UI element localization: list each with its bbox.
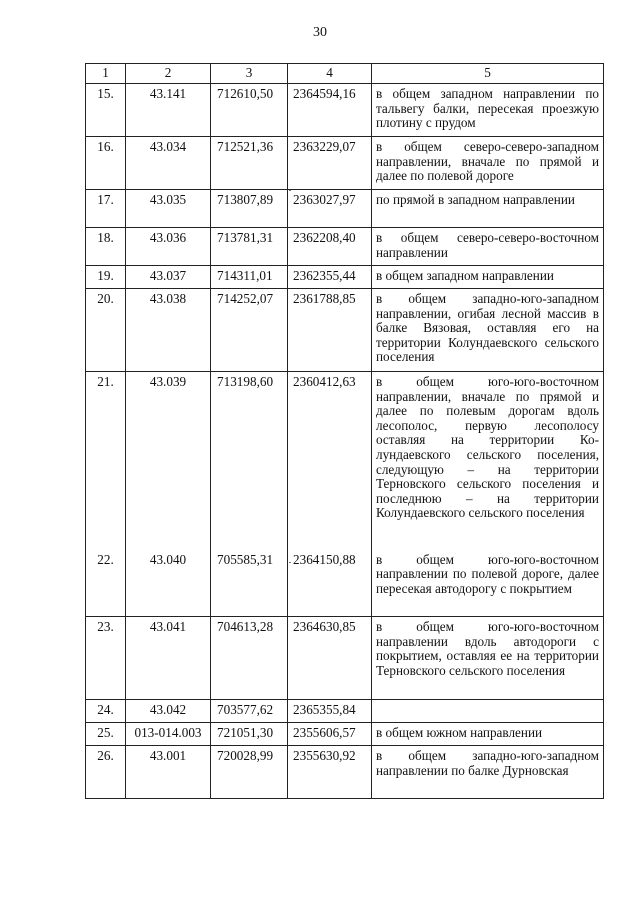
row-number: 26. — [86, 746, 126, 799]
coord-x: 713781,31 — [211, 228, 288, 266]
boundary-points-table — [85, 63, 604, 799]
coord-y: 2361788,85 — [288, 289, 372, 372]
coord-y: 2355606,57 — [288, 723, 372, 746]
table-row — [86, 190, 604, 228]
coord-x: 712521,36 — [211, 137, 288, 190]
direction-description: в общем западном направлении по тальвегу балки, пересекая проезжую плотину с прудом — [372, 84, 604, 137]
page-number: 30 — [313, 25, 327, 40]
coord-y: 2364594,16 — [288, 84, 372, 137]
coord-x: 714252,07 — [211, 289, 288, 372]
direction-description: в общем западно-юго-западном направлении, огибая лесной массив в балке Вязовая, оставляя его на территории Колундаевского сельского поселения — [372, 289, 604, 372]
direction-description: в общем западно-юго-западном направлении по балке Дурновская — [372, 746, 604, 799]
coord-x: 705585,31 — [211, 550, 288, 617]
coord-y: 2364630,85 — [288, 617, 372, 700]
coord-x: 704613,28 — [211, 617, 288, 700]
header-cell-description: 5 — [372, 64, 604, 84]
table-row — [86, 550, 604, 617]
point-id: 43.036 — [126, 228, 211, 266]
header-cell-number: 1 — [86, 64, 126, 84]
row-number: 15. — [86, 84, 126, 137]
table-row — [86, 746, 604, 799]
table-row — [86, 617, 604, 700]
header-cell-x: 3 — [211, 64, 288, 84]
coord-x: 712610,50 — [211, 84, 288, 137]
table-row — [86, 723, 604, 746]
header-cell-y: 4 — [288, 64, 372, 84]
coord-x: 713807,89 — [211, 190, 288, 228]
coord-y: 2362355,44 — [288, 266, 372, 289]
scan-speck — [289, 562, 291, 563]
point-id: 43.040 — [126, 550, 211, 617]
row-number: 19. — [86, 266, 126, 289]
direction-description: в общем южном направлении — [372, 723, 604, 746]
coord-y: 2360412,63 — [288, 372, 372, 550]
point-id: 013-014.003 — [126, 723, 211, 746]
coord-y: 2365355,84 — [288, 700, 372, 723]
direction-description: в общем северо-северо-восточном направлении — [372, 228, 604, 266]
point-id: 43.141 — [126, 84, 211, 137]
table-row — [86, 372, 604, 550]
row-number: 18. — [86, 228, 126, 266]
direction-description: по прямой в западном направлении — [372, 190, 604, 228]
coord-y: 2362208,40 — [288, 228, 372, 266]
point-id: 43.035 — [126, 190, 211, 228]
point-id: 43.039 — [126, 372, 211, 550]
point-id: 43.001 — [126, 746, 211, 799]
row-number: 21. — [86, 372, 126, 550]
scan-speck — [289, 190, 291, 191]
coord-y: 2363027,97 — [288, 190, 372, 228]
row-number: 16. — [86, 137, 126, 190]
direction-description: в общем юго-юго-восточном направлении, вначале по прямой и далее по полевым дорогам вдоль лесополос, первую лесополосу оставляя на территории Колундаевского сельского поселения, следующую – на территории Терновского сельского поселения и последнюю – на территории Колундаевского сельского поселения — [372, 372, 604, 550]
coord-x: 713198,60 — [211, 372, 288, 550]
direction-description: в общем западном направлении — [372, 266, 604, 289]
point-id: 43.042 — [126, 700, 211, 723]
point-id: 43.038 — [126, 289, 211, 372]
row-number: 25. — [86, 723, 126, 746]
direction-description: в общем северо-северо-западном направлении, вначале по прямой и далее по полевой дороге — [372, 137, 604, 190]
row-number: 17. — [86, 190, 126, 228]
row-number: 23. — [86, 617, 126, 700]
header-cell-point: 2 — [126, 64, 211, 84]
coord-y: 2363229,07 — [288, 137, 372, 190]
point-id: 43.041 — [126, 617, 211, 700]
direction-description: в общем юго-юго-восточном направлении по полевой дороге, далее пересекая автодорогу с покрытием — [372, 550, 604, 617]
coord-y: 2364150,88 — [288, 550, 372, 617]
row-number: 24. — [86, 700, 126, 723]
point-id: 43.037 — [126, 266, 211, 289]
coord-x: 714311,01 — [211, 266, 288, 289]
coord-x: 720028,99 — [211, 746, 288, 799]
table-row — [86, 289, 604, 372]
table-header-row — [86, 64, 604, 84]
coord-x: 721051,30 — [211, 723, 288, 746]
table-row — [86, 137, 604, 190]
table-row — [86, 228, 604, 266]
table-row — [86, 84, 604, 137]
row-number: 22. — [86, 550, 126, 617]
table-row — [86, 266, 604, 289]
point-id: 43.034 — [126, 137, 211, 190]
coord-x: 703577,62 — [211, 700, 288, 723]
direction-description: в общем юго-юго-восточном направлении вдоль автодороги с покрытием, оставляя ее на территории Терновского сельского поселения — [372, 617, 604, 700]
row-number: 20. — [86, 289, 126, 372]
direction-description — [372, 700, 604, 723]
coord-y: 2355630,92 — [288, 746, 372, 799]
table-row — [86, 700, 604, 723]
